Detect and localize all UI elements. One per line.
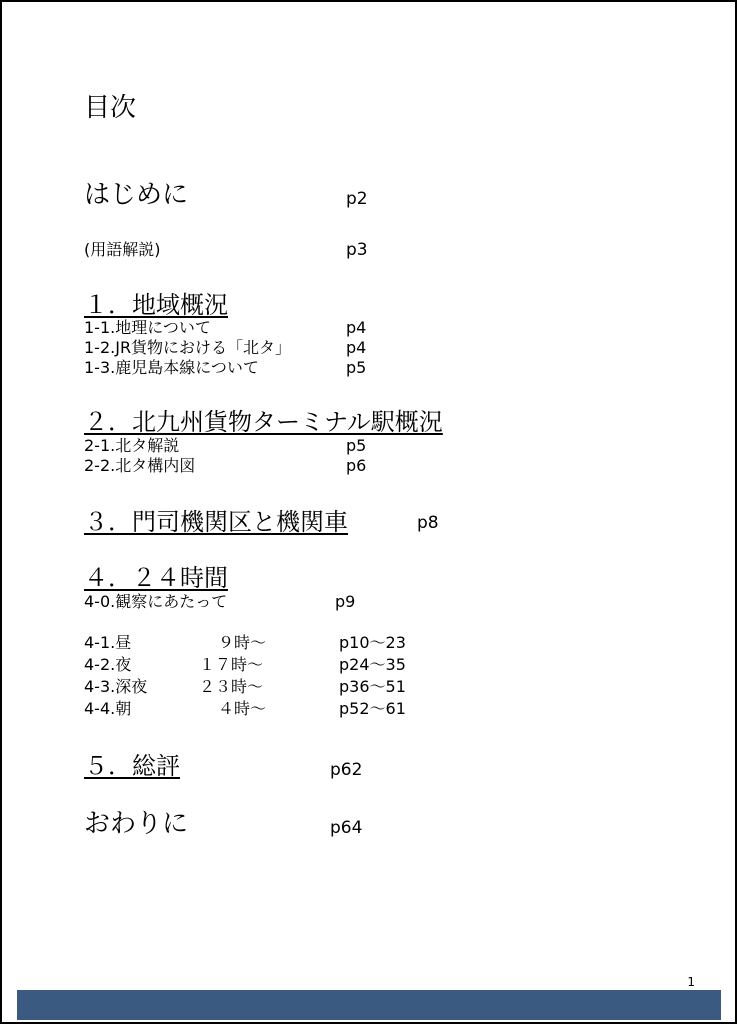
toc-item-page: p9 <box>335 592 356 611</box>
toc-item-page: p4 <box>346 318 367 337</box>
toc-title: 目次 <box>84 93 137 123</box>
toc-item-time: ２３時～ <box>199 677 264 696</box>
toc-item: 2-2.北タ構内図 <box>84 456 196 475</box>
intro-page: p2 <box>346 189 368 209</box>
toc-item-page: p5 <box>346 436 367 455</box>
section-1-heading: １．地域概況 <box>84 291 228 319</box>
section-2-heading: ２．北九州貨物ターミナル駅概況 <box>84 408 443 436</box>
outro-page: p64 <box>330 818 363 838</box>
toc-item: 4-2.夜 <box>84 655 132 674</box>
toc-item-page: p52～61 <box>339 699 406 718</box>
toc-item-page: p10～23 <box>339 633 406 652</box>
glossary-label: (用語解説) <box>84 240 161 259</box>
toc-item-page: p24～35 <box>339 655 406 674</box>
toc-item: 4-1.昼 <box>84 633 132 652</box>
glossary-page: p3 <box>346 240 368 260</box>
section-5-heading: ５．総評 <box>84 752 180 780</box>
toc-item-page: p36～51 <box>339 677 406 696</box>
section-3-page: p8 <box>417 513 439 533</box>
toc-item-page: p6 <box>346 456 367 475</box>
toc-item: 2-1.北タ解説 <box>84 436 180 455</box>
outro-label: おわりに <box>84 809 189 839</box>
section-3-heading: ３．門司機関区と機関車 <box>84 508 348 536</box>
footer-bar <box>17 990 721 1020</box>
toc-item: 4-3.深夜 <box>84 677 148 696</box>
toc-item: 1-2.JR貨物における「北タ」 <box>84 338 292 357</box>
toc-item-page: p5 <box>346 358 367 377</box>
page-number: 1 <box>687 975 695 989</box>
toc-item: 4-0.観察にあたって <box>84 592 228 611</box>
intro-label: はじめに <box>84 180 189 210</box>
toc-item: 1-1.地理について <box>84 318 211 337</box>
toc-item-time: ４時～ <box>218 699 267 718</box>
toc-item: 4-4.朝 <box>84 699 132 718</box>
toc-item-time: １７時～ <box>199 655 264 674</box>
toc-item-time: ９時～ <box>218 633 267 652</box>
toc-item: 1-3.鹿児島本線について <box>84 358 259 377</box>
section-4-heading: ４．２４時間 <box>84 564 228 592</box>
toc-item-page: p4 <box>346 338 367 357</box>
section-5-page: p62 <box>330 760 363 780</box>
